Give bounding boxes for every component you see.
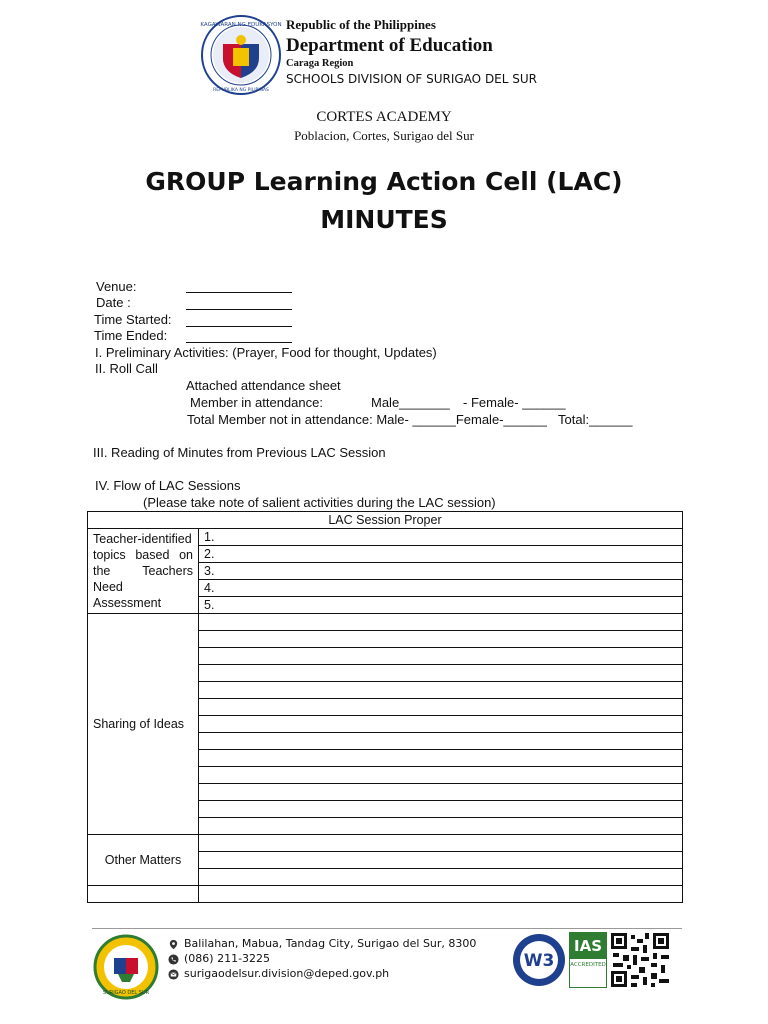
svg-text:REPUBLIKA NG PILIPINAS: REPUBLIKA NG PILIPINAS xyxy=(213,88,269,93)
svg-text:KAGAWARAN NG EDUKASYON: KAGAWARAN NG EDUKASYON xyxy=(200,22,282,28)
reading-of-minutes: III. Reading of Minutes from Previous LAC Session xyxy=(93,445,386,460)
sharing-cell[interactable] xyxy=(199,648,683,665)
w3-badge-text: W3 xyxy=(523,951,555,971)
date-label: Date : xyxy=(96,295,131,310)
time-started-field[interactable] xyxy=(186,326,292,327)
male-in-attendance: Male_______ xyxy=(371,395,450,410)
topics-label: Teacher-identified topics based on the Teachers Need Assessment xyxy=(88,529,199,614)
email-icon xyxy=(168,969,179,980)
division-logo xyxy=(92,934,160,1000)
sharing-cell[interactable] xyxy=(199,631,683,648)
sharing-cell[interactable] xyxy=(199,750,683,767)
sharing-cell[interactable] xyxy=(199,784,683,801)
blank-row xyxy=(88,886,683,903)
division-logo-text: SURIGAO DEL SUR xyxy=(102,990,150,996)
footer-divider xyxy=(92,928,682,929)
qr-code-icon xyxy=(609,931,671,989)
deped-seal-logo xyxy=(200,14,282,96)
member-in-attendance: Member in attendance: xyxy=(190,395,323,410)
sharing-cell[interactable] xyxy=(199,733,683,750)
footer-address: Balilahan, Mabua, Tandag City, Surigao del Sur, 8300 xyxy=(184,937,477,950)
sharing-label: Sharing of Ideas xyxy=(88,614,199,835)
time-ended-label: Time Ended: xyxy=(94,328,168,343)
other-cell[interactable] xyxy=(199,869,683,886)
topic-cell-5[interactable]: 5. xyxy=(199,597,683,614)
topic-cell-1[interactable]: 1. xyxy=(199,529,683,546)
footer-email[interactable]: surigaodelsur.division@deped.gov.ph xyxy=(184,967,390,980)
preliminary-activities: I. Preliminary Activities: (Prayer, Food for thought, Updates) xyxy=(95,345,437,360)
region-line: Caraga Region xyxy=(286,58,354,69)
sharing-cell[interactable] xyxy=(199,614,683,631)
other-cell[interactable] xyxy=(199,852,683,869)
sharing-cell[interactable] xyxy=(199,801,683,818)
date-field[interactable] xyxy=(186,309,292,310)
venue-label: Venue: xyxy=(96,279,137,294)
attached-attendance: Attached attendance sheet xyxy=(186,378,341,393)
school-address: Poblacion, Cortes, Surigao del Sur xyxy=(294,128,474,143)
flow-note: (Please take note of salient activities during the LAC session) xyxy=(143,495,496,510)
ias-accreditation-badge xyxy=(569,932,607,988)
sharing-cell[interactable] xyxy=(199,716,683,733)
document-subtitle: MINUTES xyxy=(320,205,448,234)
topic-row xyxy=(88,529,683,546)
sharing-cell[interactable] xyxy=(199,767,683,784)
phone-icon xyxy=(168,954,179,965)
other-matters-label: Other Matters xyxy=(88,835,199,886)
division-line: SCHOOLS DIVISION OF SURIGAO DEL SUR xyxy=(286,72,538,86)
sharing-cell[interactable] xyxy=(199,699,683,716)
topic-cell-2[interactable]: 2. xyxy=(199,546,683,563)
total-not-in-attendance: Total Member not in attendance: Male- ______Female-______ xyxy=(187,412,547,427)
topic-cell-4[interactable]: 4. xyxy=(199,580,683,597)
sharing-row xyxy=(88,614,683,631)
topic-cell-3[interactable]: 3. xyxy=(199,563,683,580)
flow-of-sessions: IV. Flow of LAC Sessions xyxy=(95,478,241,493)
document-title: GROUP Learning Action Cell (LAC) xyxy=(145,167,623,196)
footer-phone: (086) 211-3225 xyxy=(184,952,271,965)
sharing-cell[interactable] xyxy=(199,665,683,682)
blank-cell[interactable] xyxy=(199,886,683,903)
lac-session-table xyxy=(87,511,683,903)
location-icon xyxy=(168,939,179,950)
school-name: CORTES ACADEMY xyxy=(316,109,452,125)
roll-call: II. Roll Call xyxy=(95,361,158,376)
venue-field[interactable] xyxy=(186,292,292,293)
other-cell[interactable] xyxy=(199,835,683,852)
blank-cell xyxy=(88,886,199,903)
female-in-attendance: - Female- ______ xyxy=(463,395,566,410)
sharing-cell[interactable] xyxy=(199,682,683,699)
total-count: Total:______ xyxy=(558,412,633,427)
department-name: Department of Education xyxy=(286,35,493,56)
republic-line: Republic of the Philippines xyxy=(286,17,436,32)
table-header: LAC Session Proper xyxy=(88,512,683,529)
sharing-cell[interactable] xyxy=(199,818,683,835)
time-ended-field[interactable] xyxy=(186,342,292,343)
other-row xyxy=(88,835,683,852)
time-started-label: Time Started: xyxy=(94,312,172,327)
ias-badge-text: IAS xyxy=(570,933,606,959)
w3-certification-badge xyxy=(511,932,567,988)
table-header-row xyxy=(88,512,683,529)
ias-badge-subtext: ACCREDITED xyxy=(570,962,606,968)
